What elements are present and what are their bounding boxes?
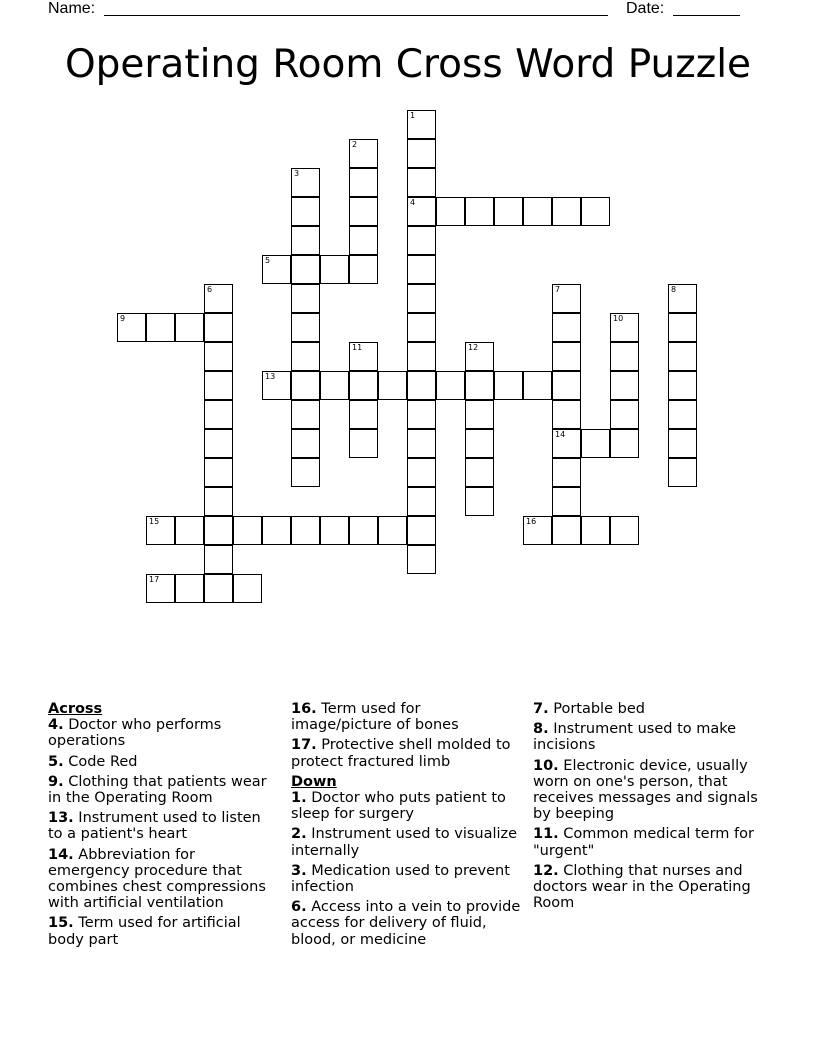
cell-number: 11 (352, 343, 363, 352)
clue-6 (291, 899, 521, 948)
grid-cell[interactable] (407, 139, 436, 168)
grid-cell[interactable] (349, 226, 378, 255)
grid-cell[interactable] (407, 226, 436, 255)
clue-number: 17. (291, 737, 317, 754)
grid-cell[interactable] (668, 313, 697, 342)
grid-cell[interactable] (552, 342, 581, 371)
grid-cell[interactable] (407, 313, 436, 342)
grid-cell[interactable] (320, 516, 349, 545)
clue-8 (533, 721, 768, 753)
grid-cell[interactable] (465, 429, 494, 458)
grid-cell[interactable] (465, 371, 494, 400)
grid-cell[interactable] (552, 516, 581, 545)
grid-cell[interactable] (523, 516, 552, 545)
grid-cell[interactable] (291, 226, 320, 255)
grid-cell[interactable] (349, 516, 378, 545)
grid-cell[interactable] (204, 458, 233, 487)
clues-column-3 (533, 701, 768, 915)
grid-cell[interactable] (291, 516, 320, 545)
grid-cell[interactable] (175, 516, 204, 545)
grid-cell[interactable] (349, 400, 378, 429)
grid-cell[interactable] (407, 429, 436, 458)
grid-cell[interactable] (668, 400, 697, 429)
grid-cell[interactable] (552, 458, 581, 487)
grid-cell[interactable] (233, 516, 262, 545)
grid-cell[interactable] (407, 516, 436, 545)
grid-cell[interactable] (349, 255, 378, 284)
grid-cell[interactable] (233, 574, 262, 603)
clue-number: 10. (533, 757, 559, 774)
grid-cell[interactable] (610, 429, 639, 458)
down-heading: Down (291, 773, 337, 790)
grid-cell[interactable] (320, 255, 349, 284)
grid-cell[interactable] (291, 458, 320, 487)
cell-number: 5 (265, 256, 271, 265)
grid-cell[interactable] (610, 313, 639, 342)
grid-cell[interactable] (407, 197, 436, 226)
date-label: Date: (626, 0, 665, 17)
grid-cell[interactable] (552, 371, 581, 400)
grid-cell[interactable] (407, 400, 436, 429)
grid-cell[interactable] (262, 371, 291, 400)
across-clue-list (48, 717, 273, 948)
grid-cell[interactable] (668, 284, 697, 313)
clue-text: Medication used to prevent infection (291, 862, 510, 896)
clue-text: Instrument used to visualize internally (291, 826, 518, 859)
clue-7 (533, 701, 768, 717)
clue-text: Doctor who puts patient to sleep for surgery (291, 790, 506, 823)
grid-cell[interactable] (146, 313, 175, 342)
grid-cell[interactable] (349, 342, 378, 371)
grid-cell[interactable] (407, 545, 436, 574)
grid-cell[interactable] (349, 429, 378, 458)
grid-cell[interactable] (407, 284, 436, 313)
clue-text: Term used for image/picture of bones (291, 701, 459, 734)
grid-cell[interactable] (291, 371, 320, 400)
clue-number: 5. (48, 753, 64, 770)
clue-text: Code Red (63, 753, 138, 770)
clue-9 (48, 774, 273, 806)
clue-5 (48, 754, 273, 770)
grid-cell[interactable] (349, 139, 378, 168)
cell-number: 10 (613, 314, 624, 323)
name-label: Name: (48, 0, 96, 17)
grid-cell[interactable] (610, 342, 639, 371)
grid-cell[interactable] (291, 429, 320, 458)
clue-text: Doctor who performs operations (48, 717, 222, 750)
across-clue-list-continued (291, 701, 521, 770)
grid-cell[interactable] (291, 284, 320, 313)
clue-text: Access into a vein to provide access for delivery of fluid, blood, or medicine (291, 899, 521, 948)
cell-number: 2 (352, 140, 358, 149)
grid-cell[interactable] (117, 313, 146, 342)
grid-cell[interactable] (204, 429, 233, 458)
clue-3 (291, 863, 521, 895)
clue-text: Clothing that nurses and doctors wear in the Operating Room (533, 862, 751, 912)
grid-cell[interactable] (204, 574, 233, 603)
clue-number: 14. (48, 846, 74, 863)
grid-cell[interactable] (552, 400, 581, 429)
grid-cell[interactable] (175, 313, 204, 342)
grid-cell[interactable] (610, 400, 639, 429)
clue-number: 6. (291, 899, 307, 916)
cell-number: 1 (410, 111, 416, 120)
grid-cell[interactable] (407, 487, 436, 516)
clue-number: 3. (291, 862, 307, 879)
clue-number: 1. (291, 790, 307, 807)
grid-cell[interactable] (552, 313, 581, 342)
clue-number: 13. (48, 810, 74, 827)
clues-column-1 (48, 701, 273, 952)
grid-cell[interactable] (204, 487, 233, 516)
grid-cell[interactable] (204, 400, 233, 429)
grid-cell[interactable] (552, 197, 581, 226)
clue-text: Clothing that patients wear in the Operating Room (48, 773, 267, 807)
grid-cell[interactable] (668, 371, 697, 400)
clue-text: Term used for artificial body part (48, 915, 241, 948)
clue-16 (291, 701, 521, 733)
grid-cell[interactable] (668, 429, 697, 458)
grid-cell[interactable] (407, 110, 436, 139)
grid-cell[interactable] (262, 516, 291, 545)
clues-column-2 (291, 701, 521, 952)
down-clue-list-continued (533, 701, 768, 911)
cell-number: 6 (207, 285, 213, 294)
grid-cell[interactable] (378, 371, 407, 400)
clue-11 (533, 826, 768, 858)
clue-15 (48, 915, 273, 947)
grid-cell[interactable] (204, 342, 233, 371)
grid-cell[interactable] (320, 371, 349, 400)
grid-cell[interactable] (581, 429, 610, 458)
grid-cell[interactable] (262, 255, 291, 284)
clue-number: 16. (291, 701, 317, 717)
page-title: Operating Room Cross Word Puzzle (64, 42, 752, 87)
grid-cell[interactable] (407, 458, 436, 487)
cell-number: 4 (410, 198, 416, 207)
grid-cell[interactable] (291, 400, 320, 429)
grid-cell[interactable] (204, 545, 233, 574)
grid-cell[interactable] (494, 371, 523, 400)
clue-number: 12. (533, 862, 559, 879)
clue-12 (533, 863, 768, 912)
down-clue-list (291, 790, 521, 948)
clue-text: Instrument used to make incisions (533, 721, 737, 754)
cell-number: 7 (555, 285, 561, 294)
grid-cell[interactable] (204, 313, 233, 342)
grid-cell[interactable] (349, 168, 378, 197)
grid-cell[interactable] (146, 574, 175, 603)
cell-number: 9 (120, 314, 126, 323)
grid-cell[interactable] (581, 197, 610, 226)
cell-number: 17 (149, 575, 160, 584)
grid-cell[interactable] (552, 429, 581, 458)
clue-4 (48, 717, 273, 749)
grid-cell[interactable] (668, 342, 697, 371)
clue-13 (48, 810, 273, 842)
grid-cell[interactable] (523, 371, 552, 400)
grid-cell[interactable] (204, 516, 233, 545)
grid-cell[interactable] (407, 342, 436, 371)
clue-text: Electronic device, usually worn on one's person, that receives messages and signals by beeping (533, 757, 758, 823)
cell-number: 8 (671, 285, 677, 294)
grid-cell[interactable] (436, 197, 465, 226)
grid-cell[interactable] (465, 197, 494, 226)
grid-cell[interactable] (407, 168, 436, 197)
grid-cell[interactable] (291, 168, 320, 197)
grid-cell[interactable] (291, 313, 320, 342)
clue-number: 9. (48, 773, 64, 790)
clue-17 (291, 737, 521, 769)
grid-cell[interactable] (465, 458, 494, 487)
grid-cell[interactable] (378, 516, 407, 545)
cell-number: 14 (555, 430, 566, 439)
grid-cell[interactable] (465, 400, 494, 429)
cell-number: 13 (265, 372, 276, 381)
clue-number: 2. (291, 826, 307, 843)
grid-cell[interactable] (204, 371, 233, 400)
clue-10 (533, 758, 768, 823)
grid-cell[interactable] (436, 371, 465, 400)
clue-2 (291, 826, 521, 858)
clue-text: Common medical term for "urgent" (533, 826, 754, 859)
clue-number: 11. (533, 826, 559, 843)
clue-text: Abbreviation for emergency procedure that combines chest compressions with artificial ventilation (48, 846, 266, 912)
grid-cell[interactable] (552, 284, 581, 313)
clue-text: Instrument used to listen to a patient's heart (48, 810, 261, 843)
clue-number: 7. (533, 701, 549, 717)
grid-cell[interactable] (610, 371, 639, 400)
grid-cell[interactable] (291, 197, 320, 226)
clue-14 (48, 847, 273, 912)
clue-1 (291, 790, 521, 822)
clue-text: Protective shell molded to protect fractured limb (291, 737, 511, 770)
grid-cell[interactable] (494, 197, 523, 226)
grid-cell[interactable] (465, 487, 494, 516)
grid-cell[interactable] (146, 516, 175, 545)
grid-cell[interactable] (407, 371, 436, 400)
clue-number: 4. (48, 717, 64, 734)
cell-number: 16 (526, 517, 537, 526)
grid-cell[interactable] (291, 255, 320, 284)
grid-cell[interactable] (465, 342, 494, 371)
clue-number: 8. (533, 721, 549, 738)
clue-number: 15. (48, 915, 74, 932)
grid-cell[interactable] (175, 574, 204, 603)
grid-cell[interactable] (204, 284, 233, 313)
cell-number: 12 (468, 343, 479, 352)
cell-number: 3 (294, 169, 300, 178)
cell-number: 15 (149, 517, 160, 526)
grid-cell[interactable] (349, 197, 378, 226)
clue-text: Portable bed (548, 701, 645, 717)
grid-cell[interactable] (291, 342, 320, 371)
grid-cell[interactable] (552, 487, 581, 516)
grid-cell[interactable] (523, 197, 552, 226)
grid-cell[interactable] (349, 371, 378, 400)
grid-cell[interactable] (581, 516, 610, 545)
grid-cell[interactable] (668, 458, 697, 487)
grid-cell[interactable] (407, 255, 436, 284)
across-heading: Across (48, 701, 103, 717)
grid-cell[interactable] (610, 516, 639, 545)
